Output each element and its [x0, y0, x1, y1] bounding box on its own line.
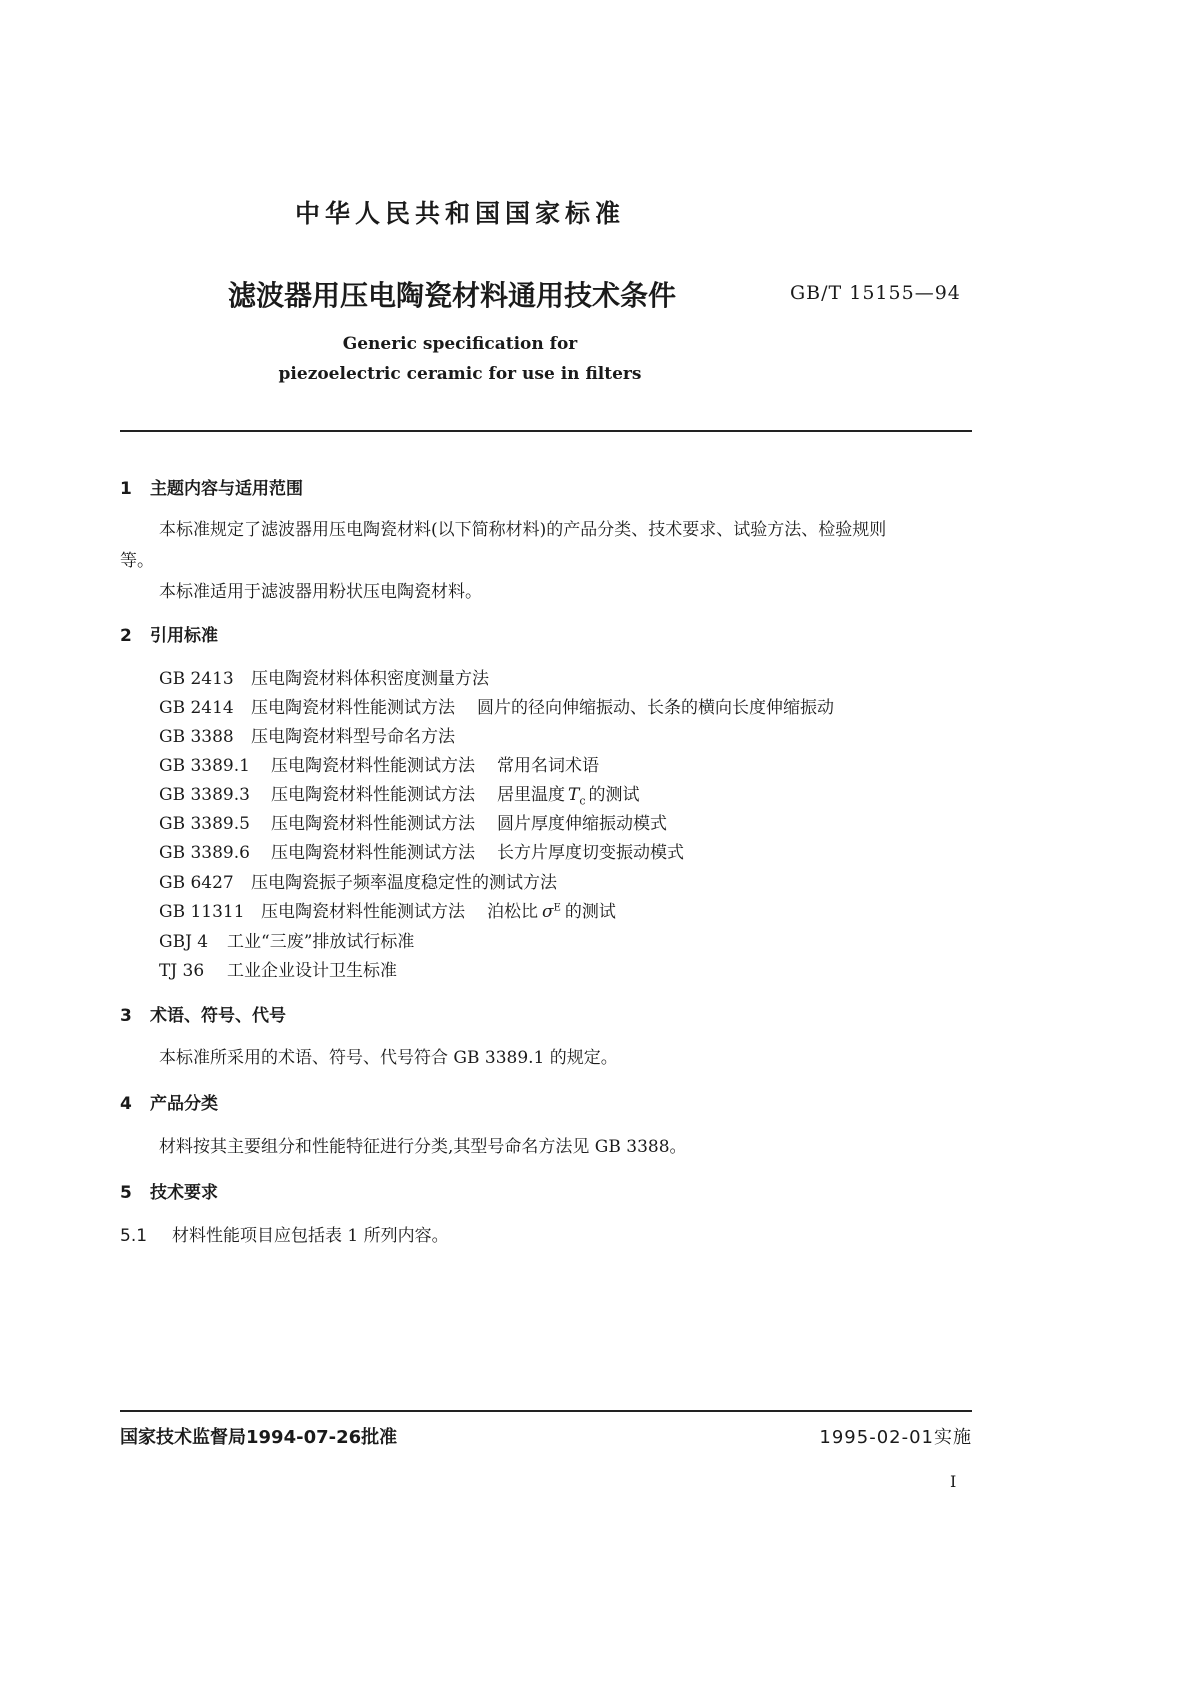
reference-title: 压电陶瓷材料性能测试方法 [271, 756, 475, 776]
reference-title: 压电陶瓷材料性能测试方法 [261, 902, 465, 922]
reference-item [159, 897, 616, 922]
reference-title: 压电陶瓷材料性能测试方法 [271, 785, 475, 805]
reference-item [159, 809, 667, 834]
symbol-superscript: E [553, 902, 561, 914]
reference-title: 工业“三废”排放试行标准 [227, 932, 415, 952]
section-1-para2: 本标准适用于滤波器用粉状压电陶瓷材料。 [159, 582, 482, 602]
reference-title: 压电陶瓷材料性能测试方法 [271, 843, 475, 863]
reference-title: 压电陶瓷材料体积密度测量方法 [251, 669, 489, 689]
reference-item [159, 722, 455, 747]
reference-item [159, 868, 557, 893]
clause-number: 5.1 [120, 1226, 148, 1246]
reference-code: GB 2413 [159, 669, 234, 689]
reference-code: GB 3389.6 [159, 843, 250, 863]
section-1-para1-line1: 本标准规定了滤波器用压电陶瓷材料(以下简称材料)的产品分类、技术要求、试验方法、检验规则 [159, 520, 887, 540]
section-1-heading [120, 474, 303, 499]
reference-subtitle: 长方片厚度切变振动模式 [497, 843, 684, 863]
section-title: 术语、符号、代号 [150, 1006, 286, 1026]
section-title: 技术要求 [150, 1183, 218, 1203]
section-number: 4 [120, 1094, 132, 1114]
section-3-heading [120, 1001, 286, 1026]
reference-title: 压电陶瓷振子频率温度稳定性的测试方法 [251, 873, 557, 893]
reference-title: 压电陶瓷材料性能测试方法 [251, 698, 455, 718]
section-number: 5 [120, 1183, 132, 1203]
page-number: I [950, 1472, 957, 1491]
symbol-curie-temperature: T [568, 785, 580, 805]
reference-code: GB 6427 [159, 873, 234, 893]
section-number: 2 [120, 626, 132, 646]
section-number: 3 [120, 1006, 132, 1026]
reference-code: GB 3389.1 [159, 756, 250, 776]
reference-code: GB 3389.3 [159, 785, 250, 805]
reference-subtitle: 常用名词术语 [497, 756, 599, 776]
header-rule [120, 430, 972, 432]
reference-subtitle: 圆片厚度伸缩振动模式 [497, 814, 667, 834]
section-4-para: 材料按其主要组分和性能特征进行分类,其型号命名方法见 GB 3388。 [159, 1137, 687, 1157]
reference-item [159, 780, 640, 807]
implementation-date: 1995-02-01实施 [819, 1427, 972, 1448]
clause-5-1 [120, 1221, 449, 1246]
footer-rule [120, 1410, 972, 1412]
reference-code: GBJ 4 [159, 932, 209, 952]
standard-number: GB/T 15155—94 [790, 282, 961, 304]
reference-code: GB 3389.5 [159, 814, 250, 834]
reference-title: 压电陶瓷材料性能测试方法 [271, 814, 475, 834]
reference-title: 工业企业设计卫生标准 [227, 961, 397, 981]
symbol-subscript: c [579, 794, 586, 808]
reference-item [159, 664, 489, 689]
section-title: 主题内容与适用范围 [150, 479, 303, 499]
reference-subtitle: 居里温度 [497, 785, 565, 805]
section-2-heading [120, 621, 218, 646]
reference-item [159, 751, 599, 776]
reference-tail: 的测试 [588, 785, 640, 805]
reference-subtitle: 泊松比 [487, 902, 538, 922]
reference-item [159, 838, 684, 863]
symbol-poisson-ratio: σ [542, 902, 554, 922]
approval-statement: 国家技术监督局1994-07-26批准 [120, 1427, 398, 1448]
reference-title: 压电陶瓷材料型号命名方法 [251, 727, 455, 747]
reference-code: GB 3388 [159, 727, 234, 747]
reference-code: GB 11311 [159, 902, 245, 922]
reference-tail: 的测试 [564, 902, 616, 922]
reference-code: TJ 36 [159, 961, 205, 981]
section-1-para1-line2: 等。 [120, 551, 154, 571]
section-4-heading [120, 1089, 218, 1114]
document-title-cn: 滤波器用压电陶瓷材料通用技术条件 [228, 279, 677, 312]
section-title: 引用标准 [150, 626, 218, 646]
section-3-para: 本标准所采用的术语、符号、代号符合 GB 3389.1 的规定。 [159, 1048, 618, 1068]
section-title: 产品分类 [150, 1094, 218, 1114]
document-title-en-line2: piezoelectric ceramic for use in filters [278, 364, 642, 384]
reference-code: GB 2414 [159, 698, 234, 718]
reference-item [159, 956, 397, 981]
document-title-en-line1: Generic specification for [342, 334, 578, 354]
reference-item [159, 927, 414, 952]
national-standard-label: 中华人民共和国国家标准 [294, 199, 625, 228]
clause-text: 材料性能项目应包括表 1 所列内容。 [172, 1226, 449, 1246]
reference-item [159, 693, 834, 718]
section-5-heading [120, 1178, 218, 1203]
reference-subtitle: 圆片的径向伸缩振动、长条的横向长度伸缩振动 [477, 698, 834, 718]
section-number: 1 [120, 479, 132, 499]
